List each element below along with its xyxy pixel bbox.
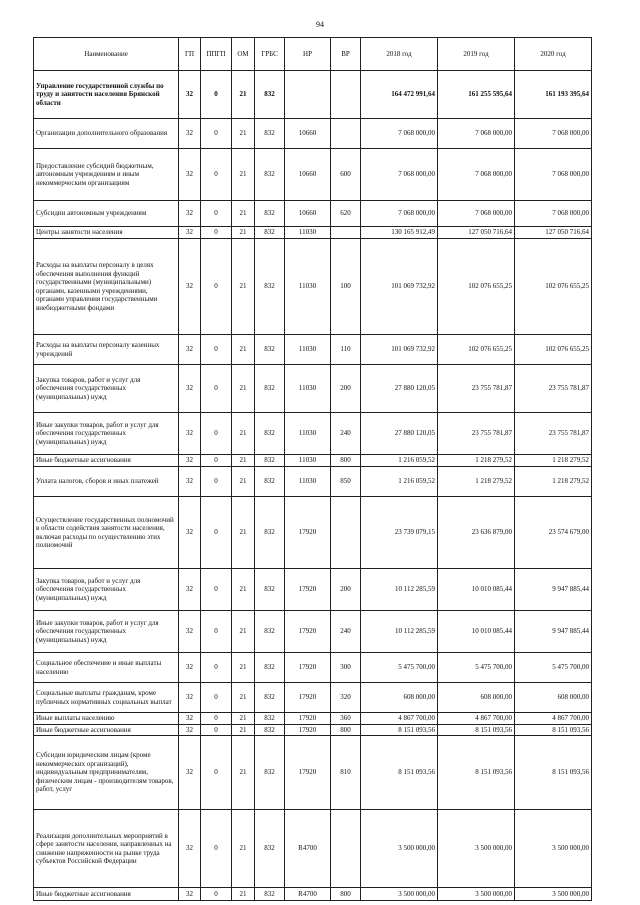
cell-2019: 1 218 279,52	[438, 455, 515, 467]
cell-ppgp: 0	[201, 653, 232, 683]
header-row	[34, 38, 592, 71]
cell-gp: 32	[179, 335, 201, 365]
cell-2018: 130 165 912,49	[361, 227, 438, 239]
cell-ppgp: 0	[201, 713, 232, 725]
cell-nr: 10660	[285, 149, 331, 201]
header-2018: 2018 год	[361, 38, 438, 71]
cell-grbs: 832	[255, 611, 285, 653]
table-row	[34, 497, 592, 569]
cell-nr: 11030	[285, 227, 331, 239]
cell-2018: 10 112 285,59	[361, 611, 438, 653]
cell-2019: 23 636 879,00	[438, 497, 515, 569]
cell-ppgp: 0	[201, 888, 232, 901]
cell-gp: 32	[179, 713, 201, 725]
cell-2019: 102 076 655,25	[438, 335, 515, 365]
cell-name: Иные бюджетные ассигнования	[34, 724, 179, 736]
table-row	[34, 683, 592, 713]
cell-grbs: 832	[255, 335, 285, 365]
cell-vr: 200	[331, 365, 361, 413]
cell-ppgp: 0	[201, 569, 232, 611]
page-number: 94	[316, 20, 324, 29]
cell-2018: 7 068 000,00	[361, 119, 438, 149]
table-row	[34, 119, 592, 149]
table-row	[34, 201, 592, 227]
cell-om: 21	[232, 365, 255, 413]
cell-2018: 1 216 059,52	[361, 455, 438, 467]
cell-2018: 3 500 000,00	[361, 888, 438, 901]
cell-2020: 4 867 700,00	[515, 713, 592, 725]
cell-nr	[285, 71, 331, 119]
cell-gp: 32	[179, 611, 201, 653]
table-row	[34, 227, 592, 239]
table-row	[34, 467, 592, 497]
cell-grbs: 832	[255, 724, 285, 736]
cell-ppgp: 0	[201, 455, 232, 467]
table-row	[34, 810, 592, 888]
cell-gp: 32	[179, 888, 201, 901]
table-row	[34, 71, 592, 119]
cell-2019: 608 000,00	[438, 683, 515, 713]
cell-vr: 110	[331, 335, 361, 365]
cell-2020: 161 193 395,64	[515, 71, 592, 119]
table-row	[34, 335, 592, 365]
cell-om: 21	[232, 653, 255, 683]
cell-2020: 7 068 000,00	[515, 201, 592, 227]
cell-vr: 300	[331, 653, 361, 683]
cell-2020: 3 500 000,00	[515, 888, 592, 901]
cell-2020: 9 947 885,44	[515, 611, 592, 653]
cell-2020: 608 000,00	[515, 683, 592, 713]
cell-name: Организации дополнительного образования	[34, 119, 179, 149]
cell-om: 21	[232, 724, 255, 736]
cell-gp: 32	[179, 71, 201, 119]
cell-name: Субсидии автономным учреждениям	[34, 201, 179, 227]
cell-2019: 23 755 781,87	[438, 413, 515, 455]
cell-name: Расходы на выплаты персоналу казенных учреждений	[34, 335, 179, 365]
cell-nr: 11030	[285, 239, 331, 335]
cell-gp: 32	[179, 455, 201, 467]
cell-name: Уплата налогов, сборов и иных платежей	[34, 467, 179, 497]
cell-2019: 3 500 000,00	[438, 810, 515, 888]
cell-nr: 17920	[285, 497, 331, 569]
cell-nr: 11030	[285, 455, 331, 467]
cell-2019: 127 050 716,64	[438, 227, 515, 239]
cell-ppgp: 0	[201, 239, 232, 335]
cell-2018: 608 000,00	[361, 683, 438, 713]
cell-2020: 9 947 885,44	[515, 569, 592, 611]
cell-ppgp: 0	[201, 683, 232, 713]
cell-nr: 17920	[285, 736, 331, 810]
header-name: Наименование	[34, 38, 179, 71]
cell-name: Социальные выплаты гражданам, кроме публичных нормативных социальных выплат	[34, 683, 179, 713]
cell-name: Управление государственной службы по труду и занятости населения Брянской области	[34, 71, 179, 119]
cell-om: 21	[232, 119, 255, 149]
cell-nr: 10660	[285, 119, 331, 149]
cell-name: Центры занятости населения	[34, 227, 179, 239]
table-row	[34, 365, 592, 413]
cell-om: 21	[232, 201, 255, 227]
table-row	[34, 149, 592, 201]
cell-2019: 102 076 655,25	[438, 239, 515, 335]
cell-2019: 7 068 000,00	[438, 149, 515, 201]
cell-name: Расходы на выплаты персоналу в целях обеспечения выполнения функций государственными (муниципальными) органами, казенными учреждениями, органами управления государственными внебюджетными фондами	[34, 239, 179, 335]
cell-2018: 27 880 120,05	[361, 365, 438, 413]
cell-gp: 32	[179, 653, 201, 683]
cell-name: Закупка товаров, работ и услуг для обеспечения государственных (муниципальных) нужд	[34, 569, 179, 611]
cell-2019: 8 151 093,56	[438, 736, 515, 810]
cell-gp: 32	[179, 569, 201, 611]
cell-2020: 1 218 279,52	[515, 467, 592, 497]
cell-2019: 3 500 000,00	[438, 888, 515, 901]
cell-om: 21	[232, 239, 255, 335]
cell-vr: 850	[331, 467, 361, 497]
cell-vr: 200	[331, 569, 361, 611]
cell-nr: 11030	[285, 467, 331, 497]
cell-2018: 3 500 000,00	[361, 810, 438, 888]
cell-2018: 23 739 079,15	[361, 497, 438, 569]
cell-name: Осуществление государственных полномочий в области содействия занятости населения, включая расходы по осуществлению этих полномочий	[34, 497, 179, 569]
table-row	[34, 239, 592, 335]
cell-2020: 7 068 000,00	[515, 149, 592, 201]
cell-grbs: 832	[255, 71, 285, 119]
cell-om: 21	[232, 413, 255, 455]
cell-om: 21	[232, 227, 255, 239]
table-row	[34, 713, 592, 725]
cell-2018: 5 475 700,00	[361, 653, 438, 683]
cell-name: Социальное обеспечение и иные выплаты населению	[34, 653, 179, 683]
cell-ppgp: 0	[201, 119, 232, 149]
cell-vr	[331, 71, 361, 119]
cell-2020: 23 755 781,87	[515, 413, 592, 455]
cell-gp: 32	[179, 365, 201, 413]
cell-nr: 11030	[285, 365, 331, 413]
cell-nr: 10660	[285, 201, 331, 227]
cell-nr: 17920	[285, 611, 331, 653]
cell-2018: 4 867 700,00	[361, 713, 438, 725]
cell-vr: 240	[331, 413, 361, 455]
cell-ppgp: 0	[201, 71, 232, 119]
header-nr: НР	[285, 38, 331, 71]
cell-ppgp: 0	[201, 736, 232, 810]
cell-2019: 10 010 085,44	[438, 569, 515, 611]
cell-ppgp: 0	[201, 227, 232, 239]
cell-name: Предоставление субсидий бюджетным, автономным учреждениям и иным некоммерческим организациям	[34, 149, 179, 201]
cell-2019: 161 255 595,64	[438, 71, 515, 119]
cell-om: 21	[232, 810, 255, 888]
cell-grbs: 832	[255, 888, 285, 901]
cell-vr: 600	[331, 149, 361, 201]
cell-2019: 10 010 085,44	[438, 611, 515, 653]
cell-ppgp: 0	[201, 201, 232, 227]
cell-vr	[331, 810, 361, 888]
cell-nr: R4700	[285, 810, 331, 888]
cell-gp: 32	[179, 467, 201, 497]
cell-ppgp: 0	[201, 413, 232, 455]
cell-grbs: 832	[255, 683, 285, 713]
cell-2018: 101 069 732,92	[361, 335, 438, 365]
cell-om: 21	[232, 683, 255, 713]
table-row	[34, 455, 592, 467]
cell-om: 21	[232, 888, 255, 901]
cell-nr: 17920	[285, 683, 331, 713]
cell-name: Иные бюджетные ассигнования	[34, 455, 179, 467]
table-row	[34, 653, 592, 683]
cell-2018: 8 151 093,56	[361, 736, 438, 810]
cell-name: Реализация дополнительных мероприятий в сфере занятости населения, направленных на снижение напряженности на рынке труда субъектов Российской Федерации	[34, 810, 179, 888]
cell-ppgp: 0	[201, 611, 232, 653]
cell-2020: 127 050 716,64	[515, 227, 592, 239]
cell-grbs: 832	[255, 119, 285, 149]
cell-ppgp: 0	[201, 467, 232, 497]
cell-vr: 100	[331, 239, 361, 335]
cell-2019: 1 218 279,52	[438, 467, 515, 497]
cell-ppgp: 0	[201, 335, 232, 365]
cell-vr: 810	[331, 736, 361, 810]
cell-2018: 10 112 285,59	[361, 569, 438, 611]
cell-2020: 3 500 000,00	[515, 810, 592, 888]
cell-grbs: 832	[255, 201, 285, 227]
header-grbs: ГРБС	[255, 38, 285, 71]
cell-gp: 32	[179, 239, 201, 335]
cell-2018: 27 880 120,05	[361, 413, 438, 455]
cell-nr: 11030	[285, 413, 331, 455]
cell-vr: 240	[331, 611, 361, 653]
cell-gp: 32	[179, 683, 201, 713]
cell-2020: 5 475 700,00	[515, 653, 592, 683]
cell-nr: 17920	[285, 713, 331, 725]
header-ppgp: ППГП	[201, 38, 232, 71]
cell-vr: 800	[331, 724, 361, 736]
cell-2020: 102 076 655,25	[515, 335, 592, 365]
cell-nr: 17920	[285, 724, 331, 736]
header-2019: 2019 год	[438, 38, 515, 71]
cell-name: Иные закупки товаров, работ и услуг для обеспечения государственных (муниципальных) нужд	[34, 611, 179, 653]
cell-ppgp: 0	[201, 365, 232, 413]
cell-grbs: 832	[255, 455, 285, 467]
cell-gp: 32	[179, 810, 201, 888]
cell-grbs: 832	[255, 365, 285, 413]
cell-vr	[331, 227, 361, 239]
cell-vr: 800	[331, 888, 361, 901]
table-row	[34, 611, 592, 653]
cell-nr: 17920	[285, 569, 331, 611]
budget-table	[33, 37, 592, 901]
cell-grbs: 832	[255, 653, 285, 683]
cell-grbs: 832	[255, 713, 285, 725]
cell-name: Иные выплаты населению	[34, 713, 179, 725]
cell-ppgp: 0	[201, 724, 232, 736]
cell-om: 21	[232, 736, 255, 810]
cell-2018: 101 069 732,92	[361, 239, 438, 335]
header-om: ОМ	[232, 38, 255, 71]
header-2020: 2020 год	[515, 38, 592, 71]
cell-2018: 7 068 000,00	[361, 201, 438, 227]
cell-2020: 8 151 093,56	[515, 736, 592, 810]
header-vr: ВР	[331, 38, 361, 71]
cell-2018: 7 068 000,00	[361, 149, 438, 201]
cell-grbs: 832	[255, 736, 285, 810]
cell-gp: 32	[179, 413, 201, 455]
cell-2020: 1 218 279,52	[515, 455, 592, 467]
cell-grbs: 832	[255, 413, 285, 455]
cell-2019: 4 867 700,00	[438, 713, 515, 725]
cell-name: Субсидии юридическим лицам (кроме некоммерческих организаций), индивидуальным предпринимателям, физическим лицам - производителям товаров, работ, услуг	[34, 736, 179, 810]
cell-om: 21	[232, 335, 255, 365]
cell-2020: 102 076 655,25	[515, 239, 592, 335]
cell-grbs: 832	[255, 227, 285, 239]
cell-gp: 32	[179, 119, 201, 149]
cell-2018: 1 216 059,52	[361, 467, 438, 497]
cell-gp: 32	[179, 724, 201, 736]
cell-grbs: 832	[255, 467, 285, 497]
table-row	[34, 888, 592, 901]
table-row	[34, 569, 592, 611]
header-gp: ГП	[179, 38, 201, 71]
cell-vr: 320	[331, 683, 361, 713]
cell-name: Иные закупки товаров, работ и услуг для обеспечения государственных (муниципальных) нужд	[34, 413, 179, 455]
cell-om: 21	[232, 569, 255, 611]
cell-vr	[331, 497, 361, 569]
cell-nr: 11030	[285, 335, 331, 365]
cell-grbs: 832	[255, 497, 285, 569]
cell-vr: 620	[331, 201, 361, 227]
cell-2019: 7 068 000,00	[438, 119, 515, 149]
cell-om: 21	[232, 455, 255, 467]
cell-vr: 360	[331, 713, 361, 725]
cell-ppgp: 0	[201, 810, 232, 888]
cell-2020: 7 068 000,00	[515, 119, 592, 149]
cell-2020: 23 574 679,00	[515, 497, 592, 569]
cell-gp: 32	[179, 149, 201, 201]
cell-gp: 32	[179, 201, 201, 227]
cell-ppgp: 0	[201, 149, 232, 201]
cell-om: 21	[232, 497, 255, 569]
cell-2020: 23 755 781,87	[515, 365, 592, 413]
table-row	[34, 724, 592, 736]
cell-nr: R4700	[285, 888, 331, 901]
cell-vr: 800	[331, 455, 361, 467]
table-row	[34, 736, 592, 810]
cell-2019: 7 068 000,00	[438, 201, 515, 227]
cell-grbs: 832	[255, 239, 285, 335]
cell-grbs: 832	[255, 810, 285, 888]
cell-2018: 8 151 093,56	[361, 724, 438, 736]
cell-gp: 32	[179, 736, 201, 810]
cell-vr	[331, 119, 361, 149]
cell-gp: 32	[179, 497, 201, 569]
cell-2019: 23 755 781,87	[438, 365, 515, 413]
cell-om: 21	[232, 149, 255, 201]
table-row	[34, 413, 592, 455]
cell-om: 21	[232, 611, 255, 653]
cell-om: 21	[232, 71, 255, 119]
cell-2020: 8 151 093,56	[515, 724, 592, 736]
cell-2018: 164 472 991,64	[361, 71, 438, 119]
cell-om: 21	[232, 467, 255, 497]
cell-nr: 17920	[285, 653, 331, 683]
cell-om: 21	[232, 713, 255, 725]
cell-2019: 5 475 700,00	[438, 653, 515, 683]
cell-2019: 8 151 093,56	[438, 724, 515, 736]
cell-grbs: 832	[255, 569, 285, 611]
cell-name: Закупка товаров, работ и услуг для обеспечения государственных (муниципальных) нужд	[34, 365, 179, 413]
cell-ppgp: 0	[201, 497, 232, 569]
cell-gp: 32	[179, 227, 201, 239]
cell-name: Иные бюджетные ассигнования	[34, 888, 179, 901]
cell-grbs: 832	[255, 149, 285, 201]
